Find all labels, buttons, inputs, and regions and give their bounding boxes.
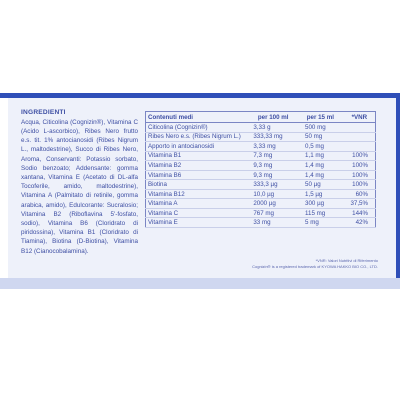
ingredients-block <box>21 108 138 256</box>
value-per-15ml: 300 µg <box>297 199 344 209</box>
header-per-100ml: per 100 ml <box>249 112 297 123</box>
nutrient-name: Biotina <box>146 180 250 190</box>
vnr-percent: 144% <box>344 208 376 218</box>
nutrient-name: Vitamina B1 <box>146 151 250 161</box>
nutrient-name: Vitamina B2 <box>146 161 250 171</box>
header-contenuti: Contenuti medi <box>146 112 250 123</box>
value-per-100ml: 333,3 µg <box>249 180 297 190</box>
vnr-percent: 60% <box>344 189 376 199</box>
value-per-100ml: 767 mg <box>249 208 297 218</box>
vnr-percent: 100% <box>344 151 376 161</box>
ingredients-title: INGREDIENTI <box>21 109 66 116</box>
value-per-100ml: 9,3 mg <box>249 170 297 180</box>
value-per-15ml: 50 µg <box>297 180 344 190</box>
value-per-15ml: 1,4 mg <box>297 161 344 171</box>
vnr-percent: 100% <box>344 170 376 180</box>
ingredients-text: Acqua, Citicolina (Cognizin®), Vitamina C (Acido L-ascorbico), Ribes Nero frutto e.s. tit. 1% antocianosidi (Ribes Nigrum L., maltodestrine), Succo di Ribes Nero, Aroma, Conservanti: Potassio sorbato, Sodio benzoato; Addensante: gomma xantana, Vitamina E (Acetato di DL-alfa Tocoferile, amido, maltodestrine), Vitamina A (Palmitato di retinile, gomma arabica, amido), Edulcorante: Sucralosio; Vitamina B2 (Riboflavina 5'-fosfato, sodio), Vitamina B6 (Cloridrato di piridossina), Vitamina B1 (Cloridrato di Tiamina), Biotina (D-Biotina), Vitamina B12 (Cianocobalamina). <box>21 118 138 255</box>
value-per-15ml: 115 mg <box>297 208 344 218</box>
value-per-15ml: 5 mg <box>297 218 344 228</box>
table-row <box>146 208 376 218</box>
nutrient-name: Apporto in antocianosidi <box>146 142 250 152</box>
table-row <box>146 151 376 161</box>
nutrition-table <box>145 111 376 228</box>
vnr-percent: 100% <box>344 161 376 171</box>
value-per-15ml: 50 mg <box>297 132 344 142</box>
table-row <box>146 161 376 171</box>
header-vnr: *VNR <box>344 112 376 123</box>
nutrient-name: Ribes Nero e.s. (Ribes Nigrum L.) <box>146 132 250 142</box>
value-per-100ml: 3,33 mg <box>249 142 297 152</box>
vnr-percent: 100% <box>344 180 376 190</box>
table-row <box>146 132 376 142</box>
table-row <box>146 180 376 190</box>
value-per-100ml: 9,3 mg <box>249 161 297 171</box>
vnr-footnote: *VNR: Valori Nutritivi di Riferimento <box>315 258 378 263</box>
vnr-percent: 37,5% <box>344 199 376 209</box>
vnr-percent <box>344 142 376 152</box>
value-per-100ml: 33 mg <box>249 218 297 228</box>
nutrient-name: Citicolina (Cognizin®) <box>146 123 250 133</box>
nutrient-name: Vitamina B6 <box>146 170 250 180</box>
value-per-15ml: 500 mg <box>297 123 344 133</box>
vnr-percent: 42% <box>344 218 376 228</box>
vnr-percent <box>344 132 376 142</box>
table-row <box>146 189 376 199</box>
value-per-15ml: 0,5 mg <box>297 142 344 152</box>
table-row <box>146 218 376 228</box>
value-per-15ml: 1,5 µg <box>297 189 344 199</box>
table-row <box>146 142 376 152</box>
table-row <box>146 199 376 209</box>
nutrient-name: Vitamina C <box>146 208 250 218</box>
table-row <box>146 170 376 180</box>
table-body <box>146 123 376 228</box>
value-per-100ml: 10,0 µg <box>249 189 297 199</box>
value-per-100ml: 7,3 mg <box>249 151 297 161</box>
nutrient-name: Vitamina E <box>146 218 250 228</box>
table-header-row <box>146 112 376 123</box>
bottom-strip <box>0 278 400 289</box>
value-per-100ml: 333,33 mg <box>249 132 297 142</box>
value-per-15ml: 1,1 mg <box>297 151 344 161</box>
value-per-15ml: 1,4 mg <box>297 170 344 180</box>
header-per-15ml: per 15 ml <box>297 112 344 123</box>
nutrient-name: Vitamina B12 <box>146 189 250 199</box>
right-accent-bar <box>396 93 400 289</box>
table-row <box>146 123 376 133</box>
vnr-percent <box>344 123 376 133</box>
nutrient-name: Vitamina A <box>146 199 250 209</box>
value-per-100ml: 3,33 g <box>249 123 297 133</box>
trademark-footnote: Cognizin® is a registered trademark of KYOWA HAKKO BIO CO., LTD. <box>252 264 378 269</box>
value-per-100ml: 2000 µg <box>249 199 297 209</box>
